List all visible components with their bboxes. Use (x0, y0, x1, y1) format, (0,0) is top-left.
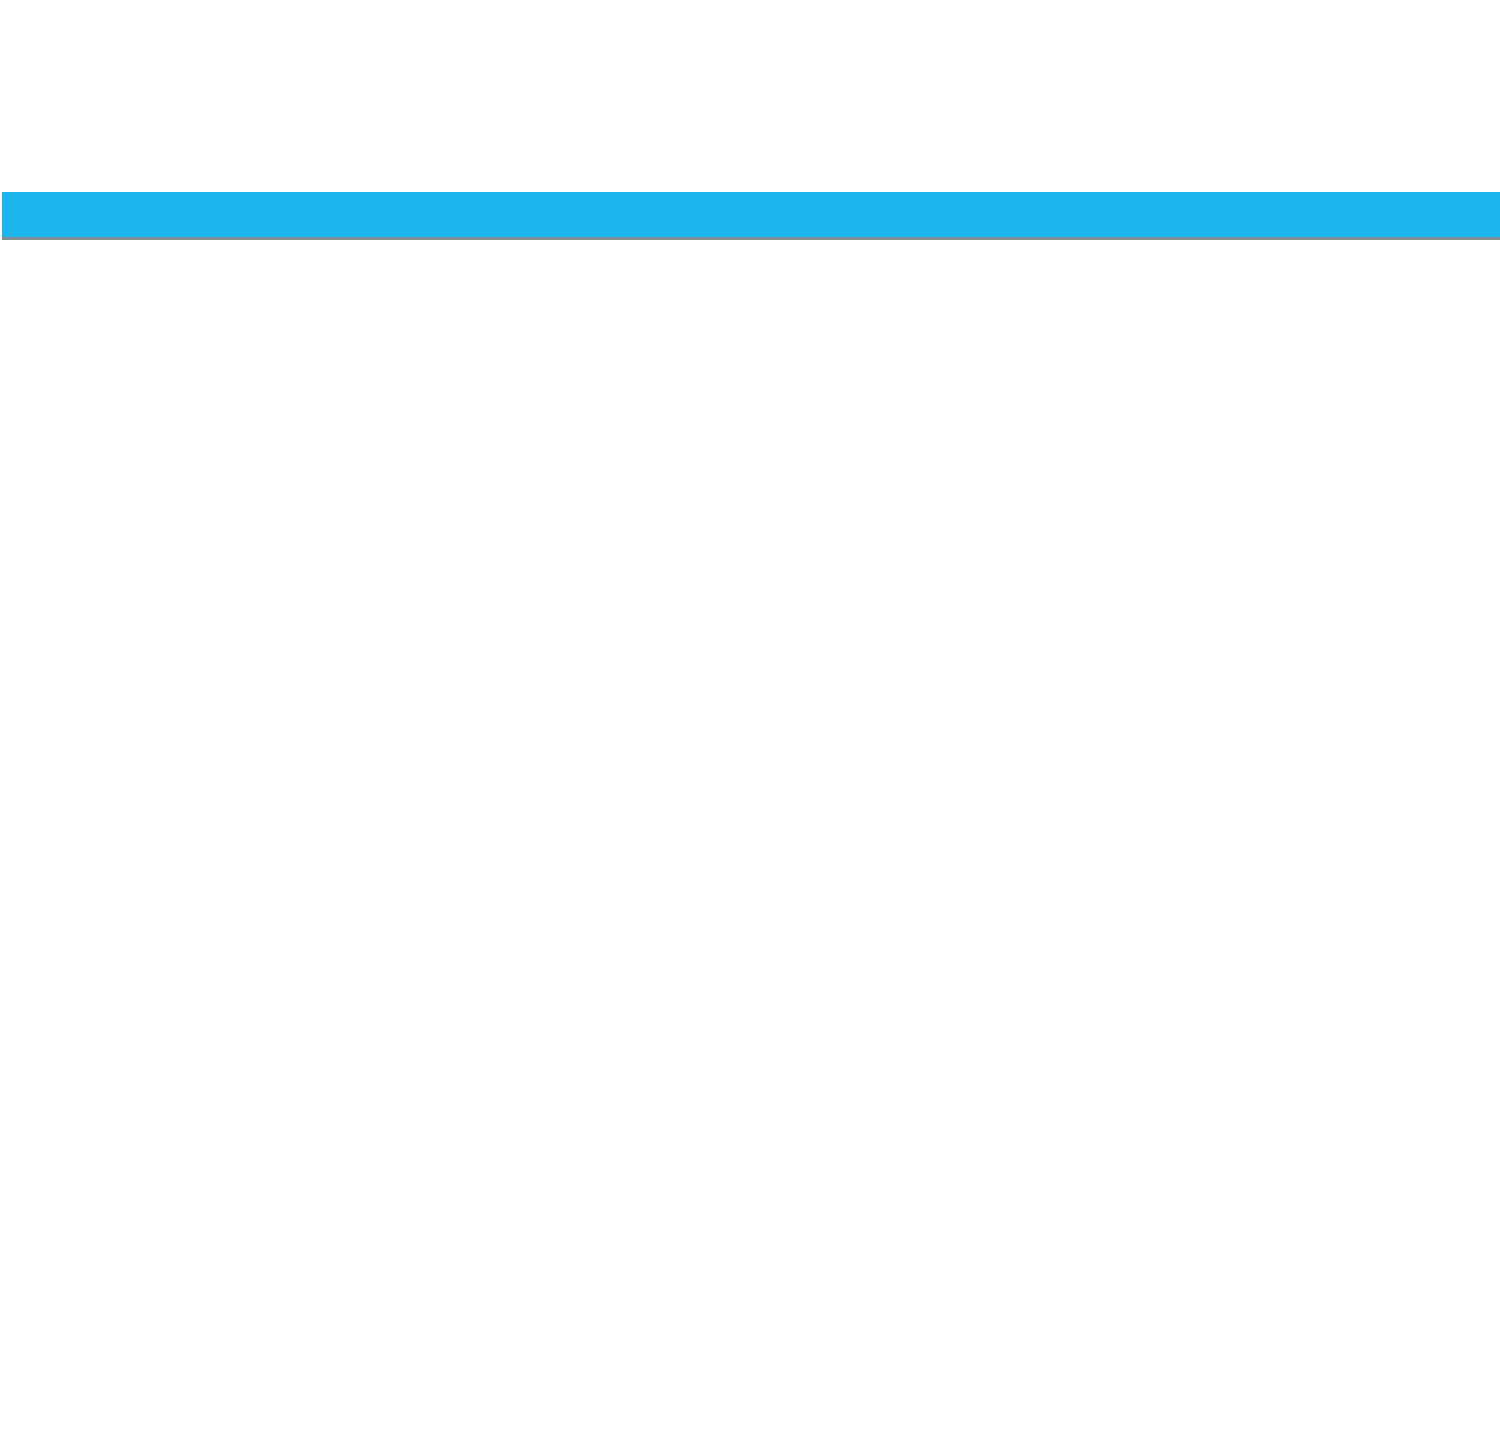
header-divider (2, 237, 1500, 240)
table-header (2, 192, 1500, 237)
